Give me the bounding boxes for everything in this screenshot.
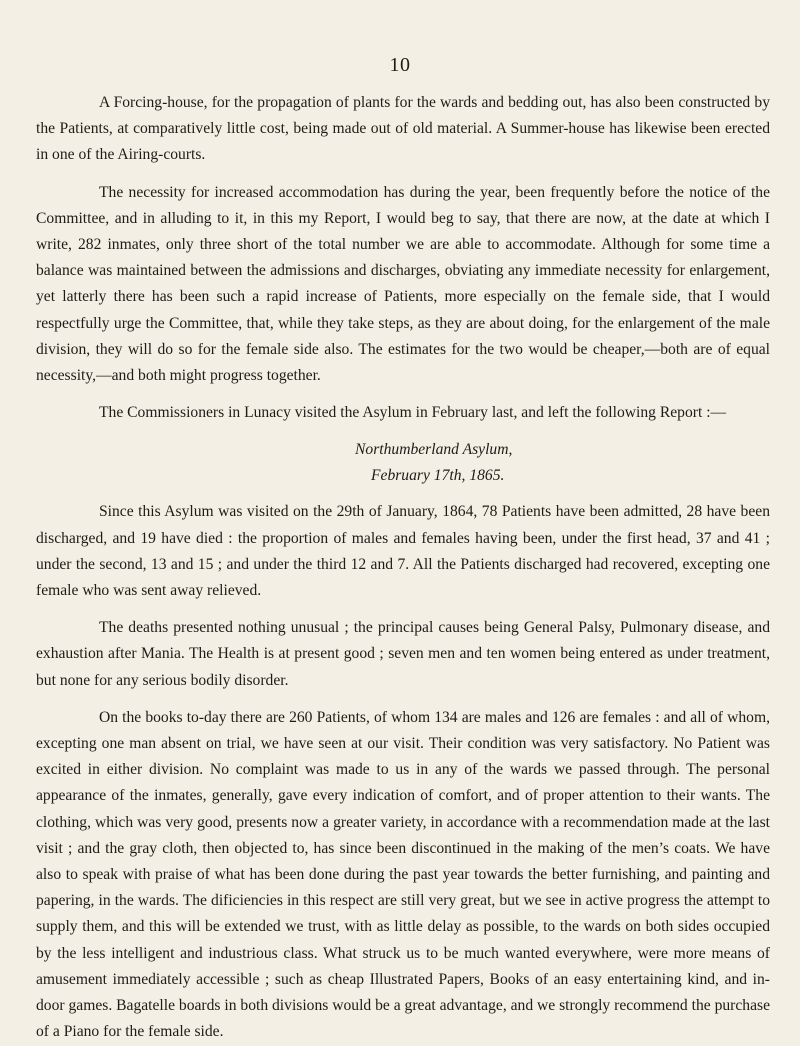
page-number: 10	[389, 54, 411, 76]
paragraph-forcing-house: A Forcing-house, for the propagation of plants for the wards and bedding out, has also been constructed by the Patients, at comparatively little cost, being made out of old material. A Summer-house has likewise been erected in one of the Airing-courts.	[36, 94, 770, 164]
paragraph-condition: On the books to-day there are 260 Patients, of whom 134 are males and 126 are females : and all of whom, excepting one man absent on trial, we have seen at our visit. Their condition was very satisfactory. No Patient was excited in either division. No complaint was made to us in any of the wards we passed through. The personal appearance of the inmates, generally, gave every indication of comfort, and of proper attention to their wants. The clothing, which was very good, presents now a greater variety, in accordance with a recommendation made at the last visit ; and the gray cloth, then objected to, has since been discontinued in the making of the men’s coats. We have also to speak with praise of what has been done during the past year towards the better furnishing, and painting and papering, in the wards. The dificiencies in this respect are still very great, but we see in active progress the attempt to supply them, and this will be extended we trust, with as little delay as possible, to the wards on both sides occupied by the less intelligent and industrious class. What struck us to be much wanted everywhere, were more means of amusement immediately accessible ; such as cheap Illustrated Papers, Books of an easy entertaining kind, and in-door games. Bagatelle boards in both divisions would be a great advantage, and we strongly recommend the purchase of a Piano for the female side.	[36, 708, 770, 1041]
paragraph-deaths: The deaths presented nothing unusual ; the principal causes being General Palsy, Pulmonary disease, and exhaustion after Mania. The Health is at present good ; seven men and ten women being entered as under treatment, but none for any serious bodily disorder.	[36, 619, 770, 689]
report-place: Northumberland Asylum,	[355, 441, 513, 459]
report-date: February 17th, 1865.	[371, 467, 505, 485]
paragraph-accommodation: The necessity for increased accommodation has during the year, been frequently before the notice of the Committee, and in alluding to it, in this my Report, I would beg to say, that there are now, at the date at which I write, 282 inmates, only three short of the total number we are able to accommodate. Although for some time a balance was maintained between the admissions and discharges, obviating any immediate necessity for enlargement, yet latterly there has been such a rapid increase of Patients, more especially on the female side, that I would respectfully urge the Committee, that, while they take steps, as they are about doing, for the enlargement of the male division, they will do so for the female side also. The estimates for the two would be cheaper,—both are of equal necessity,—and both might progress together.	[36, 183, 770, 385]
report-letter-head	[36, 437, 770, 489]
body-text	[36, 90, 770, 1046]
paragraph-admissions: Since this Asylum was visited on the 29th of January, 1864, 78 Patients have been admitted, 28 have been discharged, and 19 have died : the proportion of males and females having been, under the first head, 37 and 41 ; under the second, 13 and 15 ; and under the third 12 and 7. All the Patients discharged had recovered, excepting one female who was sent away relieved.	[36, 503, 770, 600]
paragraph-commissioners-visit: The Commissioners in Lunacy visited the Asylum in February last, and left the following Report :—	[99, 404, 727, 422]
